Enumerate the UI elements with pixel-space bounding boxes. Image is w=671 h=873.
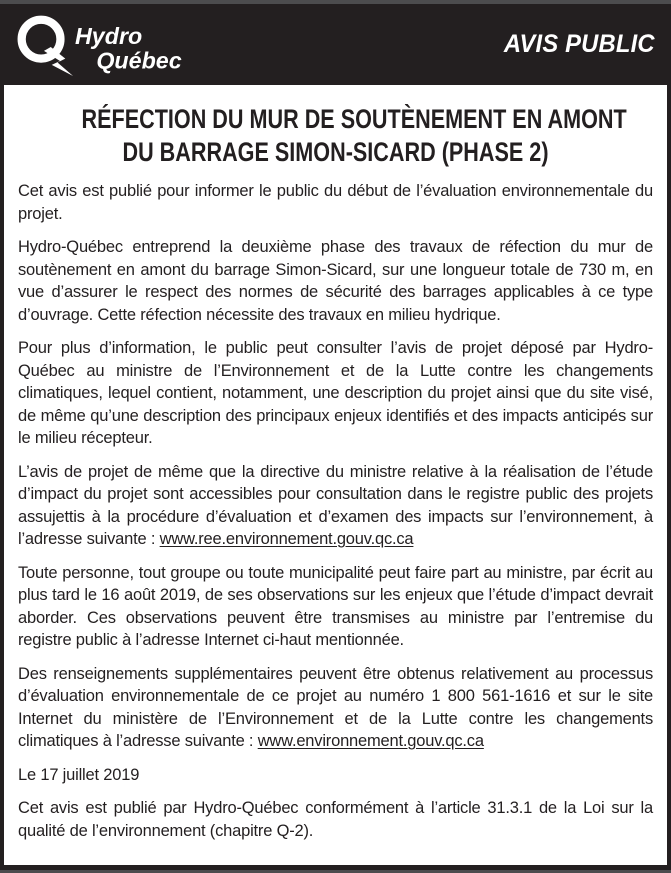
registry-url-link[interactable]: www.ree.environnement.gouv.qc.ca: [159, 530, 414, 548]
paragraph-text: Des renseignements supplémentaires peuvent être obtenus relativement au processus d’évaluation environnementale de ce projet au numéro 1 800 561-1616 et sur le site Internet du ministère de l’Environnement et de la Lutte contre les changements climatiques à l’adresse suivante :: [18, 664, 653, 750]
q-lightning-icon: [14, 13, 200, 77]
notice-paragraph-legal: Cet avis est publié par Hydro-Québec conformément à l’article 31.3.1 de la Loi sur la qualité de l’environnement (chapitre Q-2).: [18, 799, 653, 840]
notice-paragraph-observations: Toute personne, tout groupe ou toute municipalité peut faire part au ministre, par écrit au plus tard le 16 août 2019, de ses observations sur les enjeux que l’étude d’impact devrait aborder. Ces observations peuvent être transmises au ministre par l’entremise du registre public à l’adresse Internet ci-haut mentionnée.: [18, 563, 653, 649]
banner-title: AVIS PUBLIC: [504, 30, 655, 58]
paragraph-text: L’avis de projet de même que la directive du ministre relative à la réalisation de l’étude d’impact du projet sont accessibles pour consultation dans le registre public des projets assujettis à la procédure d’évaluation et d’examen des impacts sur l’environnement, à l’adresse suivante :: [18, 462, 653, 548]
notice-content: [0, 85, 671, 865]
notice-heading-line2: DU BARRAGE SIMON-SICARD (PHASE 2): [122, 137, 549, 167]
header-band: [0, 4, 671, 85]
notice-date: Le 17 juillet 2019: [18, 765, 140, 784]
logo-text-hydro: Hydro: [75, 22, 143, 49]
notice-heading-line1: RÉFECTION DU MUR DE SOUTÈNEMENT EN AMONT: [81, 104, 627, 134]
notice-paragraph-supplementary: [18, 663, 653, 753]
notice-paragraph-registry: [18, 461, 653, 551]
notice-paragraph-information: Pour plus d’information, le public peut consulter l’avis de projet déposé par Hydro-Québec au ministre de l’Environnement et de la Lutte contre les changements climatiques, lequel contient, notamment, une description du projet ainsi que du site visé, de même qu’une description des principaux enjeux identifiés et des impacts anticipés sur le milieu récepteur.: [18, 339, 653, 447]
ministry-url-link[interactable]: www.environnement.gouv.qc.ca: [257, 732, 484, 750]
notice-body: [18, 180, 653, 842]
notice-heading: [18, 103, 653, 169]
hydro-quebec-logo: [14, 13, 200, 77]
notice-paragraph-project: Hydro-Québec entreprend la deuxième phase des travaux de réfection du mur de soutènement en amont du barrage Simon-Sicard, sur une longueur totale de 730 m, en vue d’assurer le respect des normes de sécurité des barrages applicables à ce type d’ouvrage. Cette réfection nécessite des travaux en milieu hydrique.: [18, 238, 653, 324]
notice-paragraph-intro: Cet avis est publié pour informer le public du début de l’évaluation environnementale du projet.: [18, 182, 653, 223]
logo-text-quebec: Québec: [96, 46, 182, 73]
